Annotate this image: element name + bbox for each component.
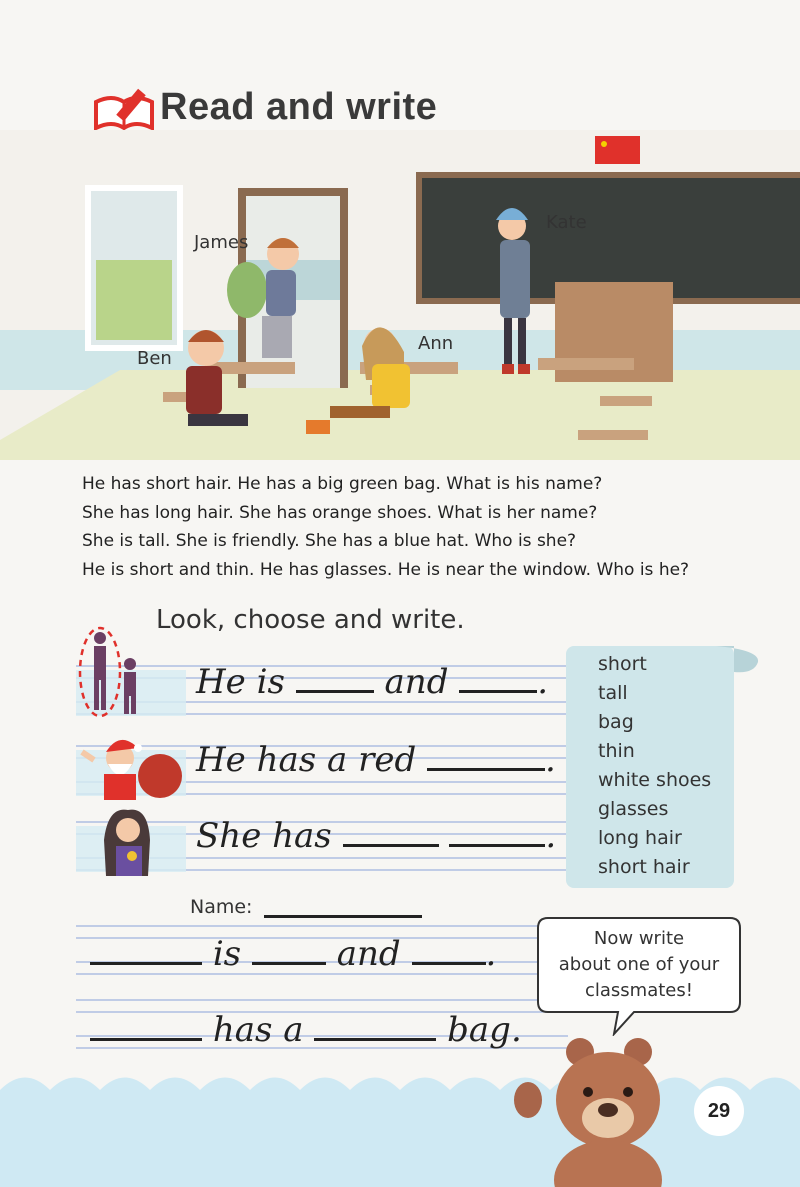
name-label: Name: [190,896,253,918]
own-line2-blank-2[interactable] [314,1037,436,1041]
word-bag: bag [598,711,634,733]
section-title: Look, choose and write. [156,605,465,635]
sentence-3: She is tall. She is friendly. She has a blue hat. Who is she? [82,531,577,551]
name-label-james: James [194,232,249,253]
own-line-2 [90,1010,522,1050]
own-line1-blank-2[interactable] [252,961,326,965]
word-glasses: glasses [598,798,669,820]
row3-sentence [196,816,556,856]
bear-mascot [510,1030,680,1187]
word-short: short [598,653,647,675]
name-label-ben: Ben [137,348,172,369]
row1-blank-1[interactable] [296,689,374,693]
row3-end: . [545,816,557,856]
name-label-ann: Ann [418,333,454,354]
writing-pencil-icon [92,82,156,134]
row1-part1: He is [196,662,285,702]
row3-blank-1[interactable] [343,843,439,847]
bubble-line-1: Now write [593,928,685,949]
word-thin: thin [598,740,635,762]
bottom-wave-decoration [0,1060,800,1187]
row2-part1: He has a red [196,740,417,780]
name-label-kate: Kate [546,212,587,233]
own-line-1 [90,934,496,974]
own-line2-part1: has a [212,1010,304,1050]
name-blank[interactable] [264,915,422,918]
bubble-text [546,926,732,1004]
sentence-2: She has long hair. She has orange shoes. What is her name? [82,502,598,523]
own-line1-blank-1[interactable] [90,961,202,965]
own-line1-end: . [485,934,497,974]
page-title: Read and write [160,86,438,128]
long-hair-girl-picture [88,806,164,878]
row3-part1: She has [196,816,332,856]
bubble-line-2: about one of your [558,954,720,975]
row2-end: . [545,740,556,780]
own-line1-blank-3[interactable] [412,961,486,965]
own-line1-part2: and [336,934,401,974]
row2-sentence [196,740,556,780]
row1-sentence [196,662,548,702]
reading-sentences [82,470,782,584]
row3-blank-2[interactable] [449,843,545,847]
row1-blank-2[interactable] [459,689,537,693]
word-tall: tall [598,682,628,704]
word-long-hair: long hair [598,827,682,849]
tall-and-short-people-picture [76,624,156,724]
row2-blank[interactable] [427,767,545,771]
sentence-4: He is short and thin. He has glasses. He is near the window. Who is he? [82,559,690,580]
santa-picture [76,730,186,802]
own-line1-part1: is [212,934,242,974]
bubble-line-3: classmates! [585,980,693,1001]
china-flag-icon [595,136,640,164]
row1-part2: and [384,662,449,702]
word-short-hair: short hair [598,856,690,878]
word-white-shoes: white shoes [598,769,712,791]
classroom-illustration [0,130,800,460]
row1-end: . [537,662,549,702]
word-bank-list [598,650,711,882]
own-line2-blank-1[interactable] [90,1037,202,1041]
own-line2-part2: bag. [447,1010,522,1050]
sentence-1: He has short hair. He has a big green bag. What is his name? [82,474,603,494]
page-number: 29 [694,1086,744,1136]
